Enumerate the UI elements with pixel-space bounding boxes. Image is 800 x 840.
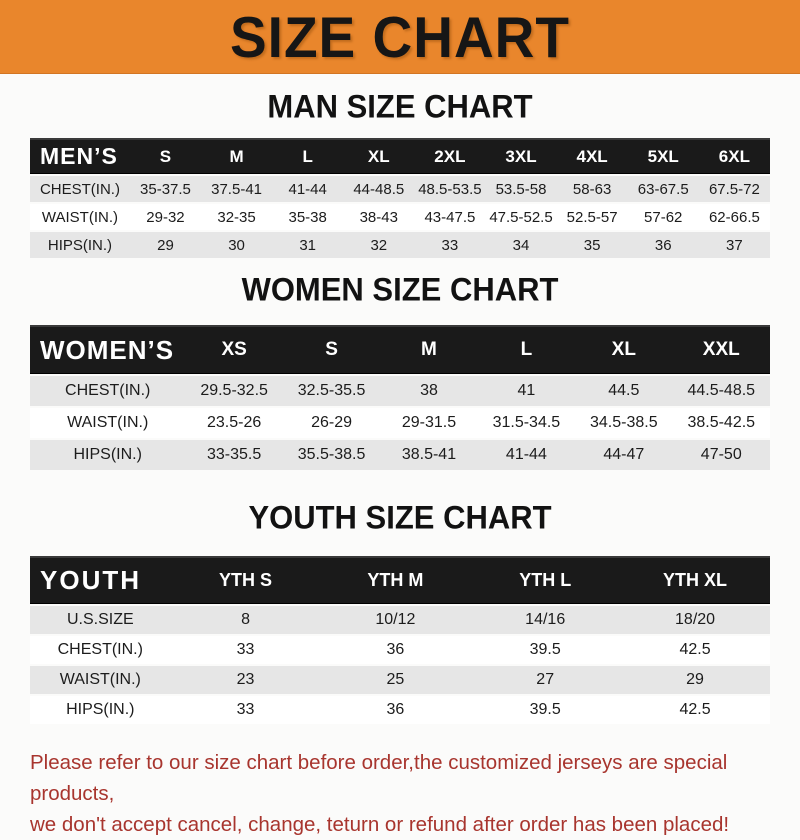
- banner: [0, 0, 800, 74]
- size-value-cell: 57-62: [628, 204, 699, 230]
- size-value-cell: 52.5-57: [557, 204, 628, 230]
- size-value-cell: 63-67.5: [628, 176, 699, 202]
- size-value-cell: 14/16: [470, 606, 620, 634]
- size-value-cell: 43-47.5: [414, 204, 485, 230]
- men-size-table: [30, 136, 770, 260]
- table-row: [30, 232, 770, 258]
- row-label: WAIST(IN.): [30, 204, 130, 230]
- size-value-cell: 44-48.5: [343, 176, 414, 202]
- column-header: 5XL: [628, 138, 699, 174]
- size-value-cell: 30: [201, 232, 272, 258]
- size-value-cell: 33: [171, 636, 321, 664]
- size-value-cell: 39.5: [470, 696, 620, 724]
- row-label: CHEST(IN.): [30, 176, 130, 202]
- youth-section-title: YOUTH SIZE CHART: [0, 499, 800, 537]
- size-value-cell: 48.5-53.5: [414, 176, 485, 202]
- size-value-cell: 36: [628, 232, 699, 258]
- size-value-cell: 58-63: [557, 176, 628, 202]
- women-section-title: WOMEN SIZE CHART: [0, 271, 800, 309]
- size-value-cell: 47-50: [673, 440, 770, 470]
- size-value-cell: 33-35.5: [185, 440, 282, 470]
- row-label: WAIST(IN.): [30, 666, 171, 694]
- size-value-cell: 32-35: [201, 204, 272, 230]
- size-value-cell: 10/12: [320, 606, 470, 634]
- size-value-cell: 32: [343, 232, 414, 258]
- size-value-cell: 37: [699, 232, 770, 258]
- youth-size-table: [30, 554, 770, 726]
- size-value-cell: 34.5-38.5: [575, 408, 672, 438]
- size-value-cell: 37.5-41: [201, 176, 272, 202]
- column-header: L: [272, 138, 343, 174]
- size-value-cell: 29.5-32.5: [185, 376, 282, 406]
- size-value-cell: 35-38: [272, 204, 343, 230]
- row-label: HIPS(IN.): [30, 696, 171, 724]
- size-value-cell: 35.5-38.5: [283, 440, 380, 470]
- size-value-cell: 42.5: [620, 696, 770, 724]
- table-row: [30, 408, 770, 438]
- size-value-cell: 33: [414, 232, 485, 258]
- column-header: YTH L: [470, 556, 620, 604]
- size-value-cell: 35-37.5: [130, 176, 201, 202]
- size-value-cell: 35: [557, 232, 628, 258]
- size-value-cell: 23: [171, 666, 321, 694]
- size-value-cell: 42.5: [620, 636, 770, 664]
- size-value-cell: 36: [320, 696, 470, 724]
- size-value-cell: 33: [171, 696, 321, 724]
- youth-header-row: [30, 556, 770, 604]
- youth-group-label: YOUTH: [30, 556, 171, 604]
- column-header: 6XL: [699, 138, 770, 174]
- size-value-cell: 29-32: [130, 204, 201, 230]
- women-group-label: WOMEN’S: [30, 325, 185, 374]
- size-value-cell: 47.5-52.5: [485, 204, 556, 230]
- men-section-title: MAN SIZE CHART: [0, 88, 800, 126]
- row-label: HIPS(IN.): [30, 440, 185, 470]
- column-header: XS: [185, 325, 282, 374]
- women-size-table: [30, 323, 770, 472]
- table-row: [30, 666, 770, 694]
- size-value-cell: 27: [470, 666, 620, 694]
- size-value-cell: 38: [380, 376, 477, 406]
- size-value-cell: 18/20: [620, 606, 770, 634]
- size-value-cell: 53.5-58: [485, 176, 556, 202]
- size-value-cell: 36: [320, 636, 470, 664]
- column-header: S: [130, 138, 201, 174]
- column-header: XXL: [673, 325, 770, 374]
- column-header: S: [283, 325, 380, 374]
- size-value-cell: 29: [620, 666, 770, 694]
- table-row: [30, 204, 770, 230]
- table-row: [30, 176, 770, 202]
- size-value-cell: 41-44: [478, 440, 575, 470]
- men-group-label: MEN’S: [30, 138, 130, 174]
- column-header: L: [478, 325, 575, 374]
- column-header: YTH M: [320, 556, 470, 604]
- size-value-cell: 41-44: [272, 176, 343, 202]
- size-value-cell: 32.5-35.5: [283, 376, 380, 406]
- row-label: CHEST(IN.): [30, 376, 185, 406]
- size-value-cell: 25: [320, 666, 470, 694]
- column-header: M: [201, 138, 272, 174]
- women-header-row: [30, 325, 770, 374]
- disclaimer-line-2: we don't accept cancel, change, teturn or refund after order has been placed!: [30, 810, 800, 840]
- column-header: YTH XL: [620, 556, 770, 604]
- table-row: [30, 440, 770, 470]
- column-header: XL: [575, 325, 672, 374]
- size-value-cell: 23.5-26: [185, 408, 282, 438]
- size-value-cell: 44.5-48.5: [673, 376, 770, 406]
- page-title: SIZE CHART: [230, 3, 570, 70]
- column-header: M: [380, 325, 477, 374]
- column-header: XL: [343, 138, 414, 174]
- men-header-row: [30, 138, 770, 174]
- size-value-cell: 38.5-42.5: [673, 408, 770, 438]
- size-tables-container: [0, 89, 800, 726]
- size-value-cell: 38-43: [343, 204, 414, 230]
- size-value-cell: 31.5-34.5: [478, 408, 575, 438]
- size-value-cell: 29: [130, 232, 201, 258]
- size-value-cell: 26-29: [283, 408, 380, 438]
- disclaimer-line-1: Please refer to our size chart before order,the customized jerseys are special products,: [30, 748, 800, 810]
- size-value-cell: 62-66.5: [699, 204, 770, 230]
- table-row: [30, 696, 770, 724]
- size-value-cell: 67.5-72: [699, 176, 770, 202]
- row-label: HIPS(IN.): [30, 232, 130, 258]
- size-value-cell: 44-47: [575, 440, 672, 470]
- row-label: U.S.SIZE: [30, 606, 171, 634]
- column-header: 3XL: [485, 138, 556, 174]
- size-value-cell: 8: [171, 606, 321, 634]
- size-value-cell: 44.5: [575, 376, 672, 406]
- size-value-cell: 41: [478, 376, 575, 406]
- size-value-cell: 39.5: [470, 636, 620, 664]
- size-value-cell: 38.5-41: [380, 440, 477, 470]
- size-value-cell: 31: [272, 232, 343, 258]
- size-value-cell: 29-31.5: [380, 408, 477, 438]
- column-header: YTH S: [171, 556, 321, 604]
- row-label: WAIST(IN.): [30, 408, 185, 438]
- column-header: 4XL: [557, 138, 628, 174]
- table-row: [30, 606, 770, 634]
- column-header: 2XL: [414, 138, 485, 174]
- table-row: [30, 376, 770, 406]
- row-label: CHEST(IN.): [30, 636, 171, 664]
- size-value-cell: 34: [485, 232, 556, 258]
- disclaimer-note: [30, 748, 800, 840]
- table-row: [30, 636, 770, 664]
